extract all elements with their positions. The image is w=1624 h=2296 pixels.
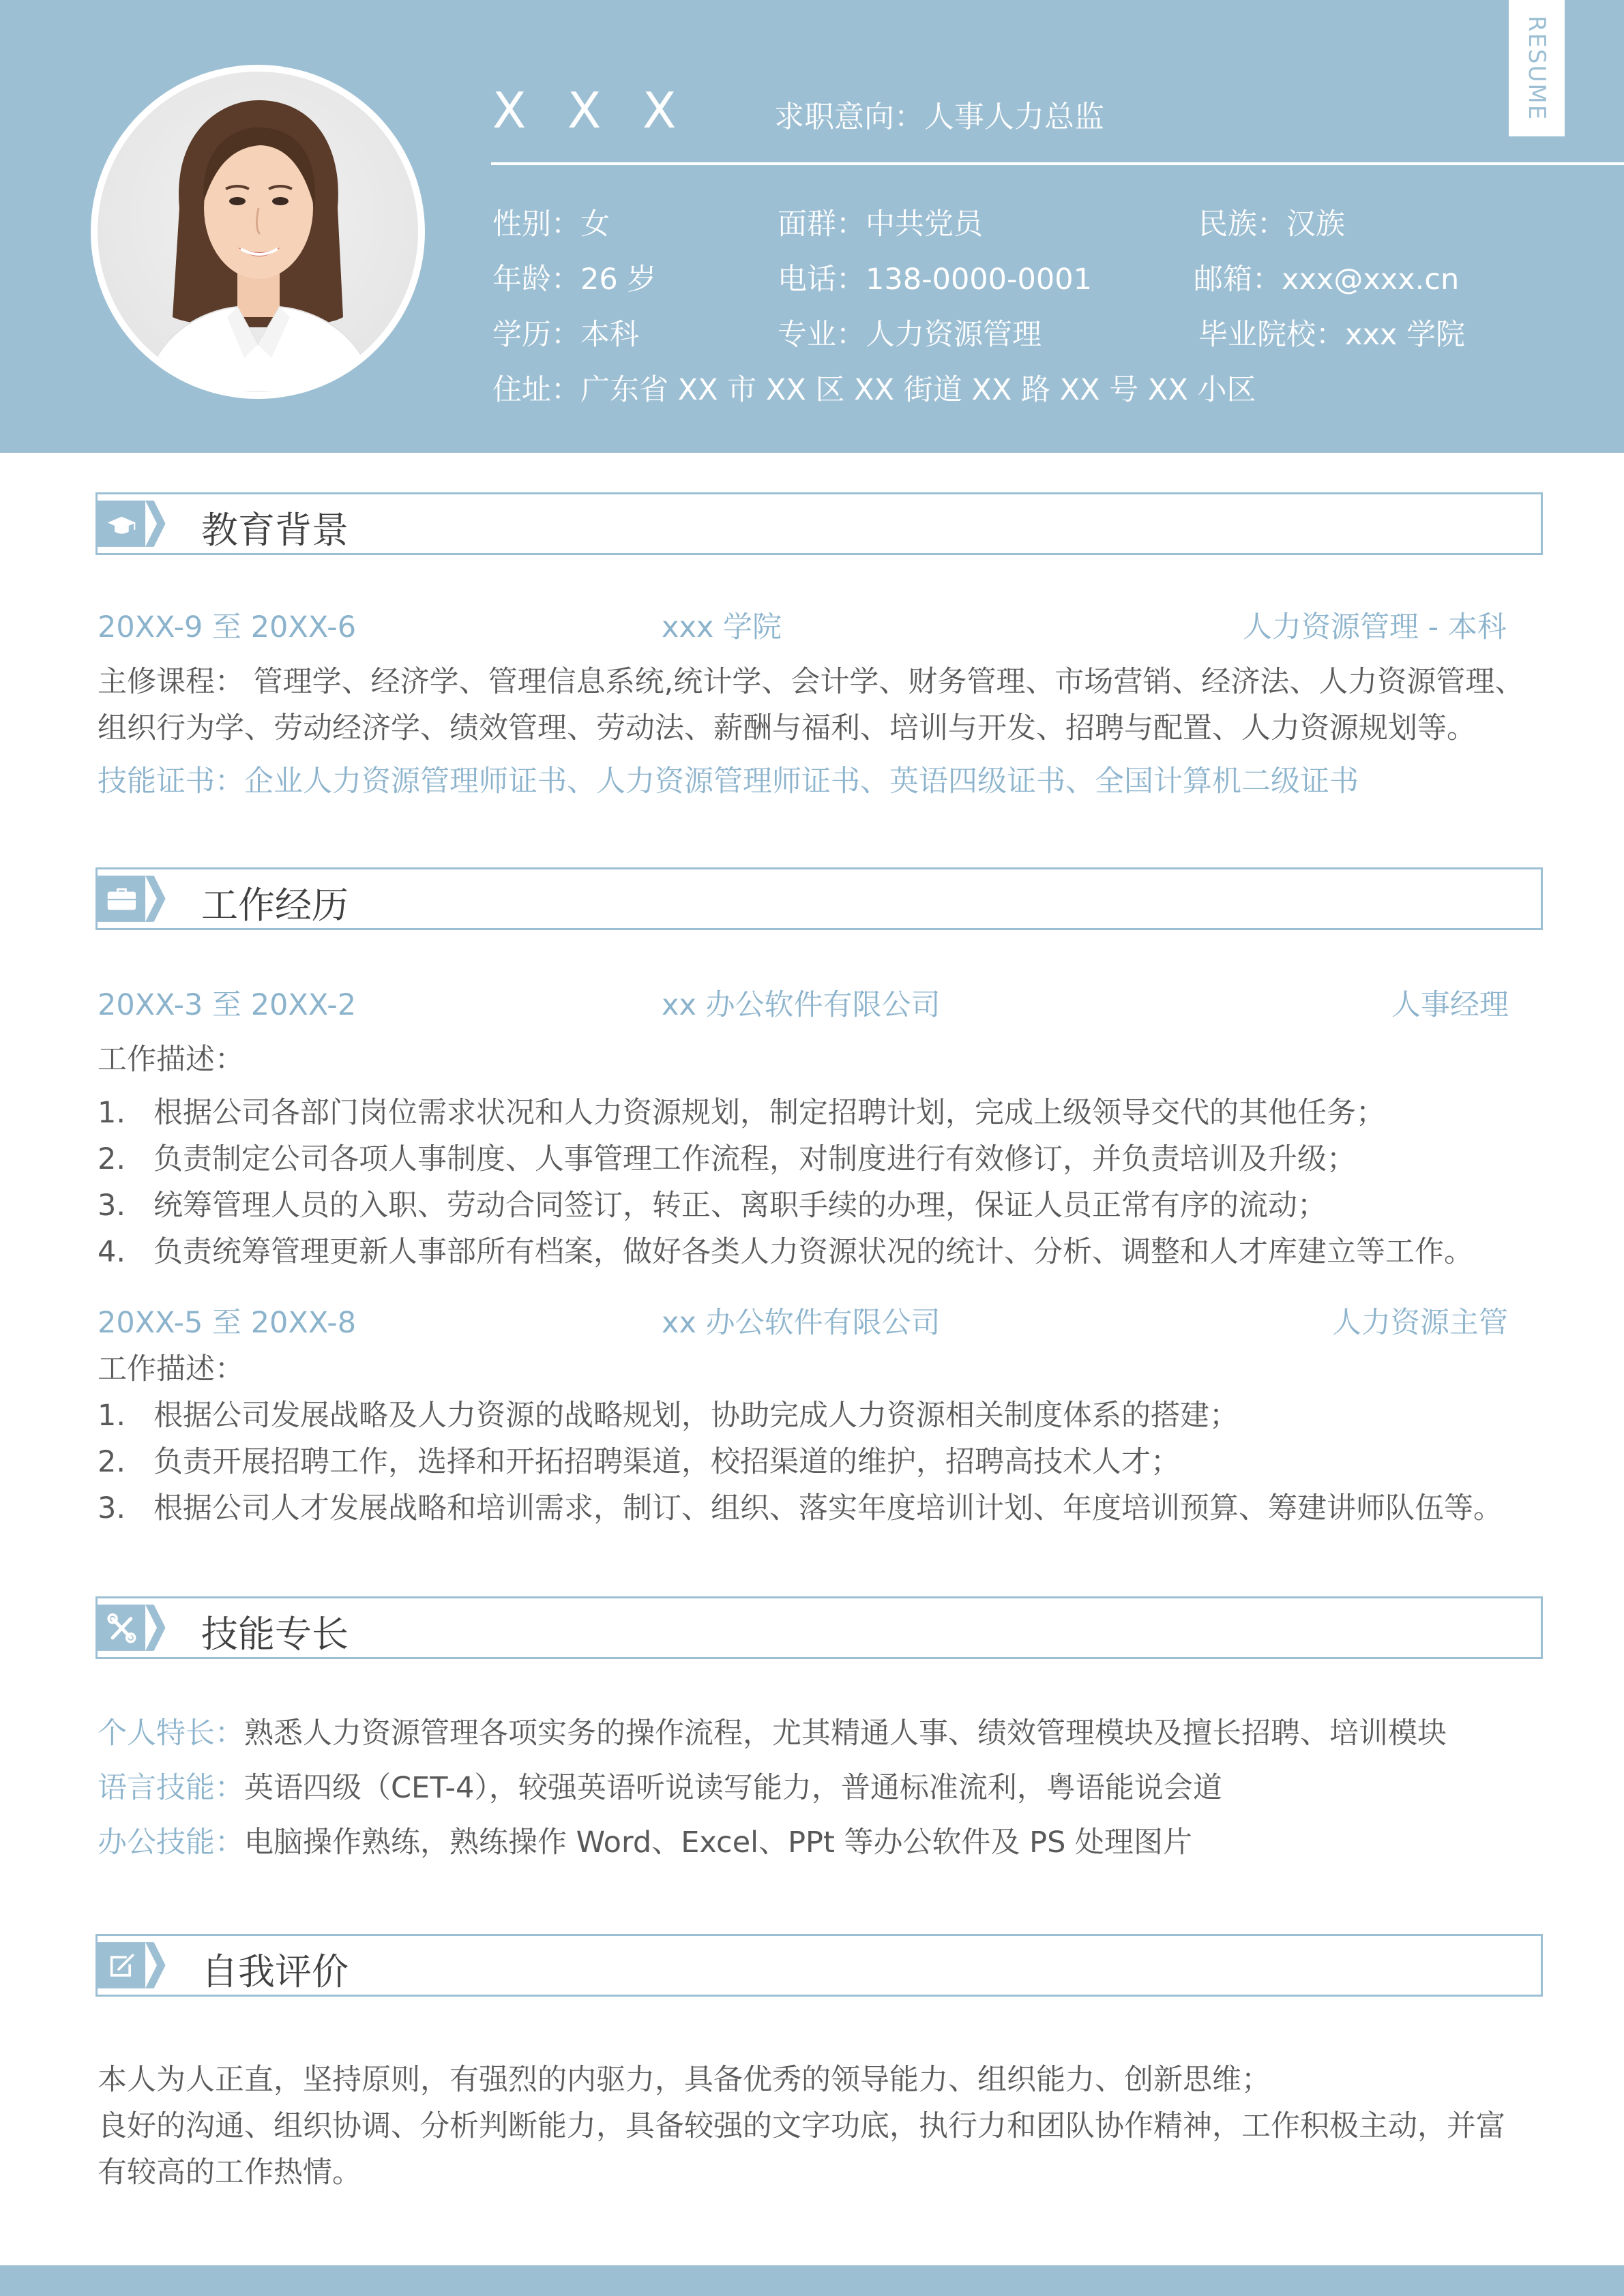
item-text: 根据公司人才发展战略和培训需求，制订、组织、落实年度培训计划、年度培训预算、筹建讲师队伍等。 [153,1491,1503,1525]
job-objective: 求职意向：人事人力总监 [774,100,1104,134]
footer-band [0,2265,1624,2296]
section-badge [98,1934,178,1997]
edu-school: xxx 学院 [662,610,782,644]
info-education: 学历：本科 [492,318,639,352]
info-gender: 性别：女 [492,207,610,241]
job-duty-item [98,1485,1503,1527]
section-skills [95,1596,1543,1659]
section-title: 工作经历 [201,884,349,927]
self-eval-line: 有较高的工作热情。 [98,2156,361,2190]
info-address: 住址：广东省 XX 市 XX 区 XX 街道 XX 路 XX 号 XX 小区 [492,373,1256,407]
job-duty-item [98,1182,1327,1224]
person-illustration [98,72,418,392]
item-number: 3. [98,1189,126,1223]
item-number: 1. [98,1096,126,1130]
item-number: 4. [98,1235,126,1269]
job-role: 人事经理 [1391,988,1509,1022]
name-char: X [643,82,677,139]
info-phone: 电话：138-0000-0001 [778,263,1092,297]
self-eval-line: 本人为人正直，坚持原则，有强烈的内驱力，具备优秀的领导能力、组织能力、创新思维； [98,2063,1271,2097]
skill-label: 办公技能： [98,1825,244,1860]
section-self-eval [95,1934,1543,1997]
item-text: 根据公司发展战略及人力资源的战略规划，协助完成人力资源相关制度体系的搭建； [153,1399,1239,1433]
job-period: 20XX-5 至 20XX-8 [98,1306,357,1340]
skill-row [98,1819,1192,1861]
resume-tab-label: RESUME [1523,15,1550,121]
job-duty-item [98,1392,1239,1434]
skill-text: 英语四级（CET-4），较强英语听说读写能力，普通标准流利，粤语能说会道 [244,1771,1222,1805]
profile-photo [98,72,418,392]
skill-row [98,1710,1447,1752]
job-duty-item [98,1439,1180,1480]
avatar [91,65,425,399]
job-company: xx 办公软件有限公司 [662,1306,941,1340]
job-duty-item [98,1090,1385,1131]
info-politics: 面群：中共党员 [778,207,983,241]
item-text: 根据公司各部门岗位需求状况和人力资源规划，制定招聘计划，完成上级领导交代的其他任务； [153,1096,1385,1130]
skill-text: 熟悉人力资源管理各项实务的操作流程，尤其精通人事、绩效管理模块及擅长招聘、培训模块 [244,1716,1447,1750]
edu-courses-line2: 组织行为学、劳动经济学、绩效管理、劳动法、薪酬与福利、培训与开发、招聘与配置、人力资源规划等。 [98,711,1476,745]
item-text: 负责开展招聘工作，选择和开拓招聘渠道，校招渠道的维护，招聘高技术人才； [153,1445,1180,1479]
section-title: 技能专长 [201,1613,349,1656]
skill-label: 语言技能： [98,1771,244,1805]
edu-courses-line1: 主修课程： 管理学、经济学、管理信息系统,统计学、会计学、财务管理、市场营销、经济法、人力资源管理、 [98,665,1524,699]
job-desc-label: 工作描述： [98,1352,244,1386]
job-company: xx 办公软件有限公司 [662,988,941,1022]
section-title: 教育背景 [201,509,349,552]
self-eval-line: 良好的沟通、组织协调、分析判断能力，具备较强的文字功底，执行力和团队协作精神，工作积极主动，并富 [98,2109,1505,2143]
info-ethnicity: 民族：汉族 [1198,207,1345,241]
header-divider [491,162,1624,165]
item-text: 统筹管理人员的入职、劳动合同签订，转正、离职手续的办理，保证人员正常有序的流动； [153,1189,1327,1223]
edu-period: 20XX-9 至 20XX-6 [98,610,357,644]
edu-certificates: 技能证书：企业人力资源管理师证书、人力资源管理师证书、英语四级证书、全国计算机二级证书 [98,764,1359,799]
job-desc-label: 工作描述： [98,1043,244,1077]
item-text: 负责统筹管理更新人事部所有档案，做好各类人力资源状况的统计、分析、调整和人才库建立等工作。 [153,1235,1473,1269]
job-duty-item [98,1136,1356,1178]
resume-tab [1509,0,1565,136]
edu-degree: 人力资源管理 - 本科 [1243,610,1507,644]
section-title: 自我评价 [201,1950,349,1993]
info-school: 毕业院校：xxx 学院 [1198,318,1466,352]
item-number: 3. [98,1491,126,1525]
item-number: 2. [98,1142,126,1176]
job-period: 20XX-3 至 20XX-2 [98,988,357,1022]
section-badge [98,492,178,555]
job-role: 人力资源主管 [1332,1306,1508,1340]
item-number: 1. [98,1399,126,1433]
info-age: 年龄：26 岁 [492,263,657,297]
skill-text: 电脑操作熟练，熟练操作 Word、Excel、PPt 等办公软件及 PS 处理图片 [244,1825,1193,1860]
section-badge [98,1596,178,1659]
info-major: 专业：人力资源管理 [778,318,1042,352]
section-badge [98,867,178,930]
info-email: 邮箱：xxx@xxx.cn [1194,263,1460,297]
job-duty-item [98,1229,1473,1270]
skill-row [98,1765,1222,1806]
skill-label: 个人特长： [98,1716,244,1750]
name-char: X [492,82,527,139]
item-text: 负责制定公司各项人事制度、人事管理工作流程，对制度进行有效修订，并负责培训及升级； [153,1142,1356,1176]
section-education [95,492,1543,555]
item-number: 2. [98,1445,126,1479]
section-work [95,867,1543,930]
name-char: X [567,82,602,139]
candidate-name [492,82,718,139]
